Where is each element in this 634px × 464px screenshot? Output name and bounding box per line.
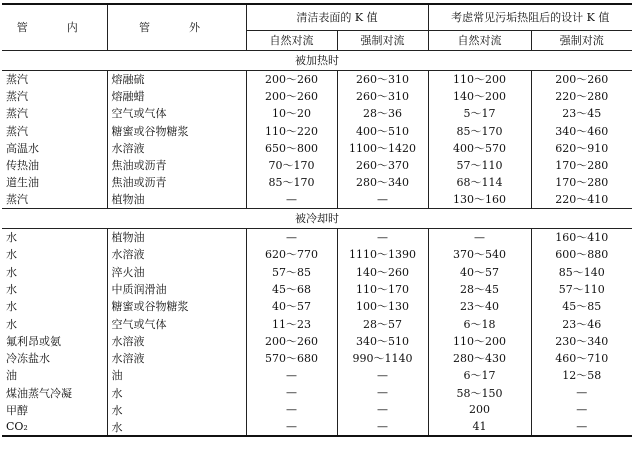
cell-inside: 水 — [2, 315, 107, 332]
cell-clean-forced: 400～510 — [337, 122, 428, 139]
cell-outside: 糖蜜或谷物糖浆 — [107, 298, 246, 315]
cell-clean-natural: 70～170 — [246, 156, 337, 173]
cell-design-forced: 23～46 — [531, 315, 632, 332]
cell-clean-forced: 100～130 — [337, 298, 428, 315]
cell-outside: 水 — [107, 401, 246, 418]
cell-clean-forced: — — [337, 419, 428, 436]
cell-clean-natural: — — [246, 384, 337, 401]
cell-outside: 空气或气体 — [107, 105, 246, 122]
cell-inside: CO₂ — [2, 419, 107, 436]
cell-design-forced: 220～410 — [531, 191, 632, 208]
cell-design-natural: 85～170 — [428, 122, 531, 139]
cell-inside: 水 — [2, 298, 107, 315]
cell-inside: 冷冻盐水 — [2, 349, 107, 366]
cell-design-forced: — — [531, 384, 632, 401]
cell-outside: 水 — [107, 384, 246, 401]
cell-clean-natural: 40～57 — [246, 298, 337, 315]
cell-design-natural: 130～160 — [428, 191, 531, 208]
cell-design-forced: 200～260 — [531, 70, 632, 87]
cell-design-natural: 28～45 — [428, 280, 531, 297]
cell-design-forced: 45～85 — [531, 298, 632, 315]
cell-outside: 水溶液 — [107, 332, 246, 349]
cell-clean-natural: 45～68 — [246, 280, 337, 297]
table-row — [2, 384, 632, 401]
cell-clean-forced: — — [337, 367, 428, 384]
table-row — [2, 105, 632, 122]
cell-inside: 蒸汽 — [2, 70, 107, 87]
cell-clean-natural: 10～20 — [246, 105, 337, 122]
table-row — [2, 139, 632, 156]
table-row — [2, 174, 632, 191]
cell-clean-forced: 340～510 — [337, 332, 428, 349]
cell-design-forced: 170～280 — [531, 174, 632, 191]
cell-inside: 油 — [2, 367, 107, 384]
cell-inside: 蒸汽 — [2, 87, 107, 104]
col-header-design-k: 考虑常见污垢热阻后的设计 K 值 — [428, 4, 632, 30]
table-row — [2, 315, 632, 332]
cell-clean-natural: 200～260 — [246, 332, 337, 349]
table-row — [2, 349, 632, 366]
table-row — [2, 246, 632, 263]
cell-design-natural: 41 — [428, 419, 531, 436]
cell-design-natural: 23～40 — [428, 298, 531, 315]
cell-design-forced: 23～45 — [531, 105, 632, 122]
cell-outside: 水溶液 — [107, 246, 246, 263]
col-header-clean-k: 清洁表面的 K 值 — [246, 4, 428, 30]
cell-outside: 中质润滑油 — [107, 280, 246, 297]
cell-inside: 水 — [2, 228, 107, 245]
cell-outside: 糖蜜或谷物糖浆 — [107, 122, 246, 139]
cell-design-natural: 110～200 — [428, 332, 531, 349]
cell-outside: 油 — [107, 367, 246, 384]
col-header-outside: 管 外 — [107, 4, 246, 50]
cell-outside: 水溶液 — [107, 139, 246, 156]
cell-clean-natural: 570～680 — [246, 349, 337, 366]
cell-inside: 蒸汽 — [2, 105, 107, 122]
cell-outside: 植物油 — [107, 228, 246, 245]
cell-inside: 煤油蒸气冷凝 — [2, 384, 107, 401]
cell-clean-forced: 990～1140 — [337, 349, 428, 366]
section-title: 被冷却时 — [2, 208, 632, 228]
section-header-row — [2, 208, 632, 228]
cell-clean-forced: 1100～1420 — [337, 139, 428, 156]
cell-outside: 熔融硫 — [107, 70, 246, 87]
cell-clean-forced: 280～340 — [337, 174, 428, 191]
section-header-row — [2, 50, 632, 70]
table-row — [2, 401, 632, 418]
cell-clean-natural: — — [246, 401, 337, 418]
cell-clean-natural: 85～170 — [246, 174, 337, 191]
cell-design-forced: — — [531, 401, 632, 418]
cell-design-natural: 140～200 — [428, 87, 531, 104]
table-body — [2, 50, 632, 436]
cell-design-natural: 400～570 — [428, 139, 531, 156]
cell-outside: 淬火油 — [107, 263, 246, 280]
cell-inside: 氟利昂或氨 — [2, 332, 107, 349]
table-row — [2, 228, 632, 245]
cell-design-forced: 170～280 — [531, 156, 632, 173]
cell-clean-forced: 260～370 — [337, 156, 428, 173]
cell-clean-natural: 110～220 — [246, 122, 337, 139]
cell-outside: 熔融蜡 — [107, 87, 246, 104]
subheader-design-forced: 强制对流 — [531, 30, 632, 50]
table-row — [2, 367, 632, 384]
cell-design-natural: 6～18 — [428, 315, 531, 332]
cell-design-forced: 460～710 — [531, 349, 632, 366]
cell-design-forced: 600～880 — [531, 246, 632, 263]
table-row — [2, 280, 632, 297]
cell-design-forced: 220～280 — [531, 87, 632, 104]
cell-design-natural: 280～430 — [428, 349, 531, 366]
cell-clean-natural: — — [246, 191, 337, 208]
cell-design-natural: 200 — [428, 401, 531, 418]
table-row — [2, 87, 632, 104]
cell-design-forced: 340～460 — [531, 122, 632, 139]
cell-inside: 高温水 — [2, 139, 107, 156]
cell-design-forced: 160～410 — [531, 228, 632, 245]
cell-clean-natural: — — [246, 419, 337, 436]
cell-design-natural: 57～110 — [428, 156, 531, 173]
k-value-table — [2, 3, 632, 437]
cell-outside: 植物油 — [107, 191, 246, 208]
cell-inside: 水 — [2, 280, 107, 297]
cell-clean-forced: 1110～1390 — [337, 246, 428, 263]
cell-design-natural: 370～540 — [428, 246, 531, 263]
table-row — [2, 332, 632, 349]
subheader-clean-forced: 强制对流 — [337, 30, 428, 50]
cell-clean-natural: 620～770 — [246, 246, 337, 263]
cell-design-natural: 58～150 — [428, 384, 531, 401]
cell-clean-forced: 28～57 — [337, 315, 428, 332]
cell-inside: 水 — [2, 246, 107, 263]
cell-inside: 道生油 — [2, 174, 107, 191]
cell-clean-forced: 260～310 — [337, 87, 428, 104]
cell-design-forced: 57～110 — [531, 280, 632, 297]
cell-clean-forced: 28～36 — [337, 105, 428, 122]
cell-clean-natural: 200～260 — [246, 87, 337, 104]
cell-clean-natural: 57～85 — [246, 263, 337, 280]
table-row — [2, 298, 632, 315]
cell-clean-natural: 200～260 — [246, 70, 337, 87]
header-row-top — [2, 4, 632, 30]
cell-outside: 水溶液 — [107, 349, 246, 366]
cell-design-forced: 620～910 — [531, 139, 632, 156]
table-row — [2, 191, 632, 208]
cell-clean-natural: — — [246, 228, 337, 245]
cell-clean-forced: — — [337, 191, 428, 208]
cell-inside: 蒸汽 — [2, 122, 107, 139]
cell-design-natural: 110～200 — [428, 70, 531, 87]
cell-outside: 水 — [107, 419, 246, 436]
subheader-clean-natural: 自然对流 — [246, 30, 337, 50]
cell-design-natural: 5～17 — [428, 105, 531, 122]
cell-clean-forced: 260～310 — [337, 70, 428, 87]
cell-outside: 空气或气体 — [107, 315, 246, 332]
cell-design-forced: 85～140 — [531, 263, 632, 280]
cell-inside: 水 — [2, 263, 107, 280]
cell-inside: 传热油 — [2, 156, 107, 173]
subheader-design-natural: 自然对流 — [428, 30, 531, 50]
cell-design-natural: — — [428, 228, 531, 245]
cell-inside: 甲醇 — [2, 401, 107, 418]
table-row — [2, 122, 632, 139]
cell-clean-natural: 650～800 — [246, 139, 337, 156]
table-row — [2, 70, 632, 87]
cell-clean-forced: 140～260 — [337, 263, 428, 280]
cell-design-forced: 12～58 — [531, 367, 632, 384]
cell-inside: 蒸汽 — [2, 191, 107, 208]
cell-design-forced: 230～340 — [531, 332, 632, 349]
cell-clean-natural: — — [246, 367, 337, 384]
cell-clean-forced: 110～170 — [337, 280, 428, 297]
table-row — [2, 263, 632, 280]
cell-clean-natural: 11～23 — [246, 315, 337, 332]
cell-design-natural: 40～57 — [428, 263, 531, 280]
cell-outside: 焦油或沥青 — [107, 156, 246, 173]
table-row — [2, 156, 632, 173]
cell-design-natural: 6～17 — [428, 367, 531, 384]
cell-clean-forced: — — [337, 228, 428, 245]
cell-design-natural: 68～114 — [428, 174, 531, 191]
cell-outside: 焦油或沥青 — [107, 174, 246, 191]
table-row — [2, 419, 632, 436]
cell-clean-forced: — — [337, 401, 428, 418]
cell-design-forced: — — [531, 419, 632, 436]
section-title: 被加热时 — [2, 50, 632, 70]
col-header-inside: 管 内 — [2, 4, 107, 50]
cell-clean-forced: — — [337, 384, 428, 401]
